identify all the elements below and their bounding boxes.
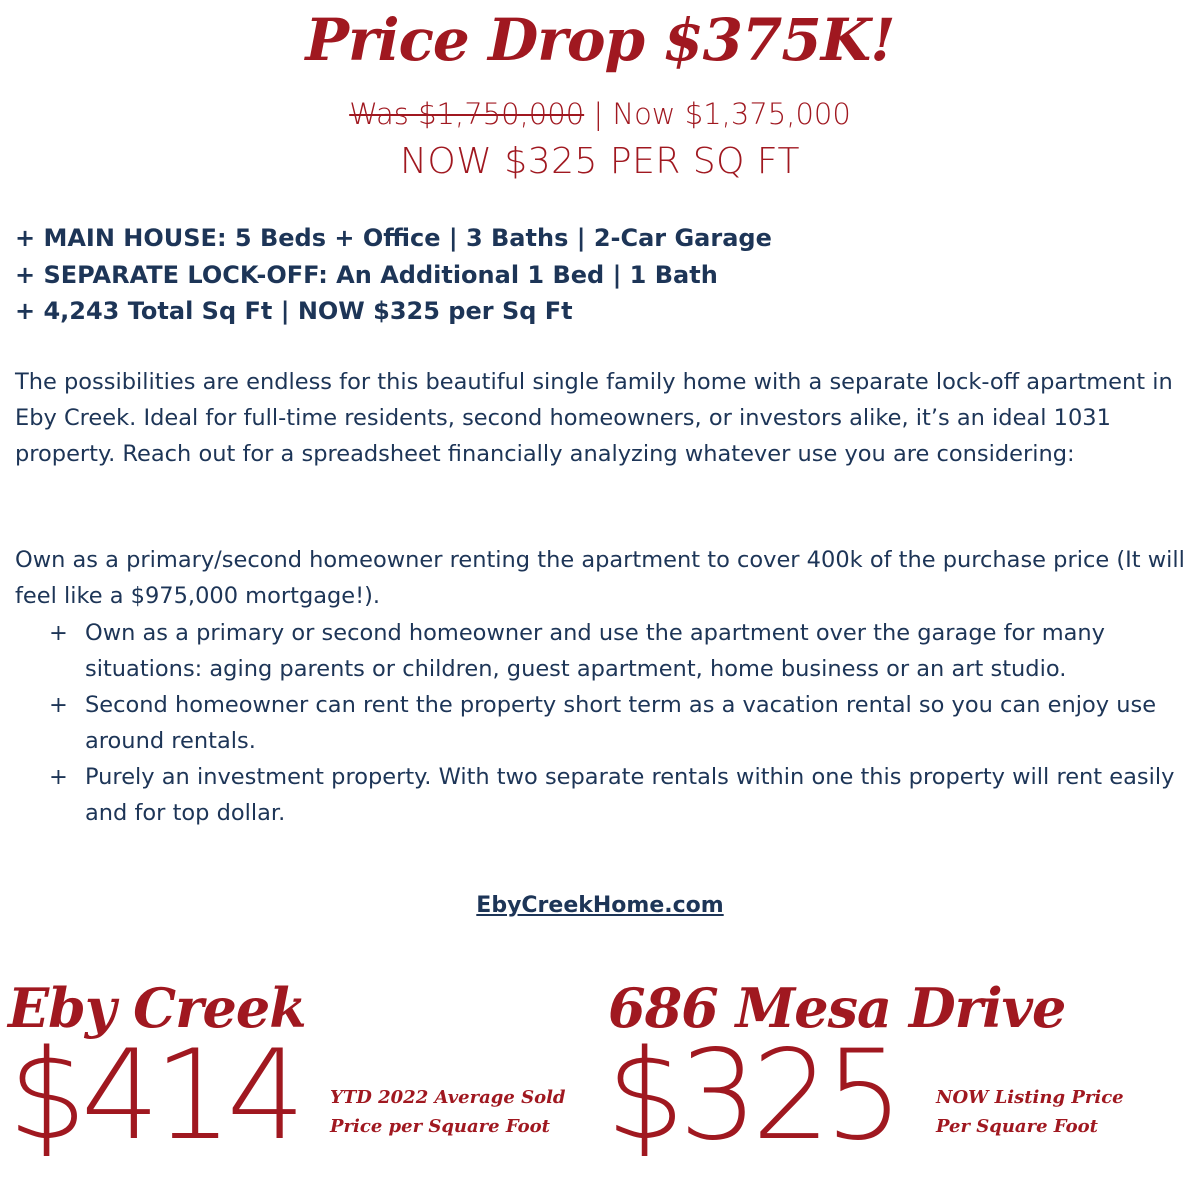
list-item [15, 687, 1185, 759]
list-item [15, 759, 1185, 831]
mesa-drive-caption-line2: Per Square Foot [936, 1116, 1098, 1137]
price-per-sqft: NOW $325 PER SQ FT [400, 141, 800, 182]
list-item-text: Purely an investment property. With two separate rentals within one this property will rent easily and for top dollar. [85, 764, 1175, 826]
use-case-list [15, 615, 1185, 831]
mesa-drive-price-per-sqft: $325 [606, 1024, 898, 1168]
mesa-drive-caption-line1: NOW Listing Price [936, 1087, 1124, 1108]
list-item [15, 615, 1185, 687]
rental-paragraph: Own as a primary/second homeowner renting the apartment to cover 400k of the purchase price (It will feel like a $975,000 mortgage!). [15, 547, 1185, 609]
eby-creek-caption-line1: YTD 2022 Average Sold [330, 1087, 566, 1108]
plus-icon: + [49, 620, 68, 646]
feature-main-house: + MAIN HOUSE: 5 Beds + Office | 3 Baths | 2-Car Garage [15, 224, 772, 252]
eby-creek-caption [330, 1083, 566, 1141]
eby-creek-caption-line2: Price per Square Foot [330, 1116, 550, 1137]
new-price: Now $1,375,000 [612, 97, 851, 131]
feature-list [15, 220, 1185, 330]
website-link[interactable]: EbyCreekHome.com [476, 893, 724, 918]
plus-icon: + [49, 692, 68, 718]
feature-lock-off: + SEPARATE LOCK-OFF: An Additional 1 Bed | 1 Bath [15, 260, 718, 289]
price-separator: | [584, 97, 613, 131]
intro-paragraph: The possibilities are endless for this beautiful single family home with a separate lock-off apartment in Eby Creek. Ideal for full-time residents, second homeowners, or investors alike, it’s an ideal 1031 property. Reach out for a spreadsheet financially analyzing whatever use you are considering: [15, 369, 1173, 467]
eby-creek-price-per-sqft: $414 [8, 1024, 300, 1168]
price-line [0, 97, 1200, 131]
list-item-text: Second homeowner can rent the property short term as a vacation rental so you can enjoy use around rentals. [85, 692, 1157, 754]
feature-total-sqft: + 4,243 Total Sq Ft | NOW $325 per Sq Ft [15, 297, 573, 325]
mesa-drive-title: 686 Mesa Drive [608, 976, 1066, 1040]
eby-creek-title: Eby Creek [8, 976, 306, 1040]
mesa-drive-caption [936, 1083, 1124, 1141]
headline: Price Drop $375K! [305, 6, 895, 74]
old-price: Was $1,750,000 [349, 97, 585, 131]
list-item-text: Own as a primary or second homeowner and use the apartment over the garage for many situations: aging parents or children, guest apartment, home business or an art studio. [85, 620, 1105, 682]
plus-icon: + [49, 764, 68, 790]
